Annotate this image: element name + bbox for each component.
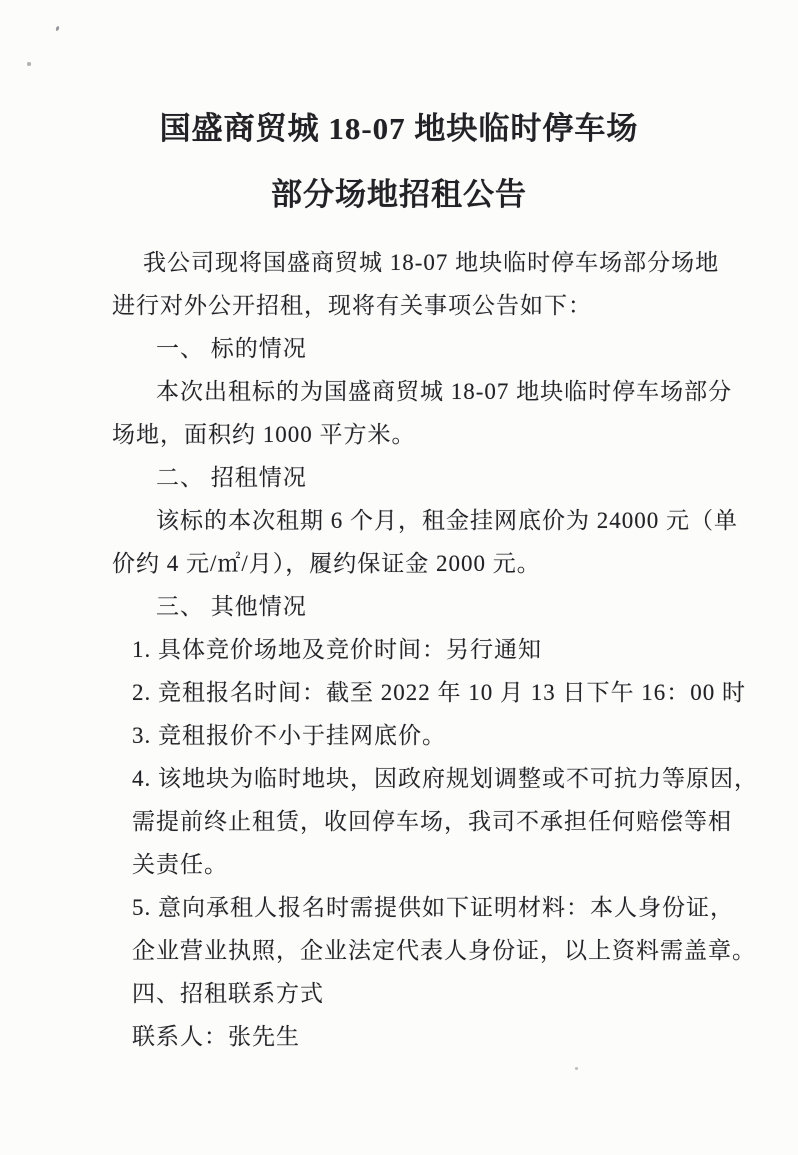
list-item-4-cont: 需提前终止租赁，收回停车场，我司不承担任何赔偿等相 — [132, 809, 732, 834]
body-line: 价约 4 元/㎡/月），履约保证金 2000 元。 — [112, 551, 541, 576]
body-line: 本次出租标的为国盛商贸城 18-07 地块临时停车场部分 — [156, 379, 733, 404]
document-title-line-1: 国盛商贸城 18-07 地块临时停车场 — [159, 111, 639, 146]
body-line: 我公司现将国盛商贸城 18-07 地块临时停车场部分场地 — [143, 250, 720, 275]
list-item-4-cont: 关责任。 — [132, 852, 228, 877]
list-item-4: 4. 该地块为临时地块，因政府规划调整或不可抗力等原因， — [132, 766, 758, 791]
document-body — [112, 241, 758, 1058]
contact-person-line: 联系人：张先生 — [132, 1024, 300, 1049]
list-item-5: 5. 意向承租人报名时需提供如下证明材料：本人身份证， — [132, 895, 734, 920]
scan-speck — [575, 1067, 578, 1070]
scan-speck — [27, 62, 31, 66]
body-line: 进行对外公开招租，现将有关事项公告如下： — [112, 293, 592, 318]
list-item-3: 3. 竞租报价不小于挂网底价。 — [132, 723, 446, 748]
list-item-1: 1. 具体竞价场地及竞价时间：另行通知 — [132, 637, 542, 662]
document-title — [0, 96, 798, 228]
body-line: 场地，面积约 1000 平方米。 — [112, 422, 416, 447]
list-item-2: 2. 竞租报名时间：截至 2022 年 10 月 13 日下午 16：00 时 — [132, 680, 746, 705]
section-heading-1: 一、 标的情况 — [156, 336, 307, 361]
section-heading-2: 二、 招租情况 — [156, 465, 307, 490]
scan-speck — [55, 26, 60, 32]
document-title-line-2: 部分场地招租公告 — [271, 177, 527, 212]
list-item-5-cont: 企业营业执照，企业法定代表人身份证，以上资料需盖章。 — [132, 938, 756, 963]
body-line: 该标的本次租期 6 个月，租金挂网底价为 24000 元（单 — [156, 508, 738, 533]
section-heading-4: 四、招租联系方式 — [132, 981, 324, 1006]
section-heading-3: 三、 其他情况 — [156, 594, 307, 619]
